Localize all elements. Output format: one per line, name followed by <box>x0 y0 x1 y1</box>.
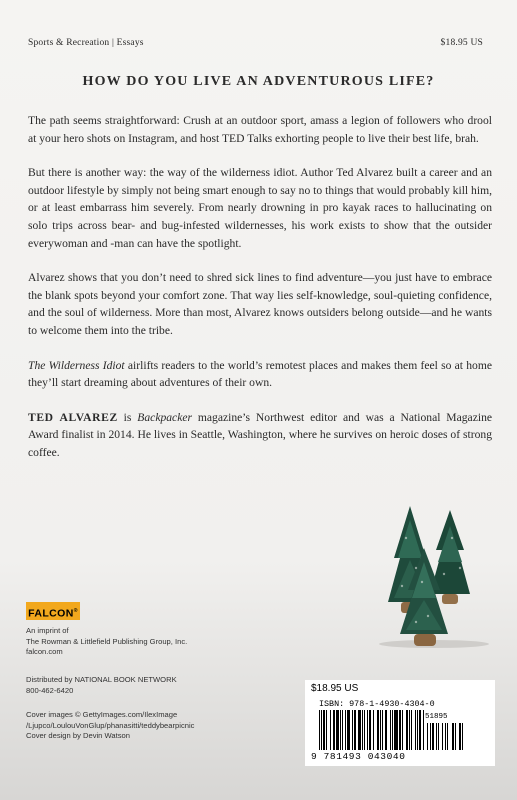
barcode-bar <box>385 710 387 750</box>
credit-line-3: Cover design by Devin Watson <box>26 731 130 741</box>
barcode-bar <box>438 723 439 750</box>
barcode-bar <box>380 710 381 750</box>
barcode-bar <box>367 710 368 750</box>
barcode-bar <box>430 723 431 750</box>
headline: HOW DO YOU LIVE AN ADVENTUROUS LIFE? <box>82 74 435 89</box>
imprint-block <box>26 626 187 658</box>
barcode-bar <box>432 723 434 750</box>
blurb-paragraph-2: But there is another way: the way of the wilderness idiot. Author Ted Alvarez built a career and an outdoor lifestyle by simply not being smart enough to say no to things that would probably kill him, or at least embarrass him severely. From nearly drowning in pro kayak races to hallucinating on solo trips across bear- and bug-infested wildernesses, his work exists to show that the outsider everywoman and -man can have the spotlight. <box>28 166 492 250</box>
distributor-line: Distributed by NATIONAL BOOK NETWORK <box>26 675 177 684</box>
barcode-bar <box>427 723 428 750</box>
barcode-bar <box>409 710 410 750</box>
barcode-bar <box>354 710 356 750</box>
barcode-bar <box>392 710 393 750</box>
book-title: The Wilderness Idiot <box>28 358 125 372</box>
barcode-bar <box>369 710 371 750</box>
barcode-bar <box>411 710 412 750</box>
barcode-bar <box>382 710 383 750</box>
falcon-logo-mark: ® <box>73 608 78 614</box>
barcode-bar <box>345 710 346 750</box>
barcode-bar <box>336 710 339 750</box>
barcode-bar <box>373 710 374 750</box>
falcon-logo <box>26 602 80 620</box>
credit-line-2: /Ljupco/LoulouVonGlup/phanasitti/teddybearpicnic <box>26 720 195 730</box>
blurb-paragraph-4-text: airlifts readers to the world’s remotest places and makes them feel so at home they’ll start dreaming about adventures of their own. <box>28 358 492 390</box>
barcode-bar <box>321 710 322 750</box>
barcode-bar <box>445 723 446 750</box>
distributor-phone: 800-462-6420 <box>26 685 74 695</box>
bio-text: magazine’s Northwest editor and was a National Magazine Award finalist in 2014. He lives in Seattle, Washington, where he survives on heroic doses of strong coffee. <box>28 410 493 459</box>
price-addon-digits: 51895 <box>425 713 448 721</box>
barcode-bar <box>364 710 365 750</box>
barcode-bar <box>462 723 463 750</box>
falcon-logo-text: FALCON <box>28 607 74 620</box>
magazine-name: Backpacker <box>137 410 193 424</box>
bio-connector: is <box>117 410 138 424</box>
cover-credits <box>26 710 194 742</box>
blurb <box>28 112 492 479</box>
barcode-bar <box>394 710 398 750</box>
barcode-bar <box>342 710 343 750</box>
barcode-bar <box>436 723 437 750</box>
barcode-bar <box>362 710 363 750</box>
barcode-bar <box>319 710 320 750</box>
isbn-text: ISBN: 978-1-4930-4304-0 <box>319 699 435 709</box>
barcode-bar <box>347 710 350 750</box>
barcode-bar <box>323 710 325 750</box>
barcode-block <box>305 680 495 766</box>
credit-line-1: Cover images © GettyImages.com/IlexImage <box>26 710 178 719</box>
price-label: $18.95 US <box>440 38 483 48</box>
barcode-bar <box>452 723 454 750</box>
barcode-bar <box>442 723 443 750</box>
category-label: Sports & Recreation | Essays <box>28 38 144 48</box>
author-name: TED ALVAREZ <box>28 410 118 424</box>
barcode-bar <box>402 710 403 750</box>
barcode-digits: 9 781493 043040 <box>311 751 406 762</box>
author-bio <box>28 409 492 462</box>
barcode-bar <box>377 710 379 750</box>
barcode-bar <box>352 710 353 750</box>
barcode-bar <box>417 710 418 750</box>
barcode-bar <box>455 723 456 750</box>
blurb-paragraph-4 <box>28 357 492 392</box>
distributor-block <box>26 675 177 696</box>
barcode-bar <box>415 710 416 750</box>
barcode-bar <box>406 710 408 750</box>
blurb-paragraph-1: The path seems straightforward: Crush at an outdoor sport, amass a legion of followers who drool at your hero shots on Instagram, and host TED Talks exhorting people to live their best life, brah. <box>28 114 492 145</box>
barcode-bar <box>459 723 461 750</box>
blurb-paragraph-3: Alvarez shows that you don’t need to shred sick lines to find adventure—you just have to embrace the blank spots beyond your comfort zone. That way lies self-knowledge, soul-quieting confidence, and the soul of wilderness. More than most, Alvarez knows outsiders belong outside—and he wants to welcome them into the tribe. <box>28 271 492 337</box>
barcode-bar <box>330 710 331 750</box>
imprint-line-2: The Rowman & Littlefield Publishing Group, Inc. <box>26 636 188 646</box>
barcode-bar <box>399 710 401 750</box>
barcode-bar <box>358 710 361 750</box>
barcode-bar <box>447 723 448 750</box>
bottle-brush-trees-image <box>372 498 492 648</box>
barcode-bar <box>390 710 391 750</box>
barcode-bar <box>333 710 335 750</box>
barcode-bar <box>419 710 421 750</box>
ean13-barcode <box>319 710 419 750</box>
barcode-price: $18.95 US <box>311 683 359 694</box>
barcode-bar <box>340 710 341 750</box>
ean5-barcode <box>427 723 477 750</box>
imprint-line-1: An imprint of <box>26 626 69 635</box>
barcode-bar <box>423 710 424 750</box>
publisher-website: falcon.com <box>26 647 63 657</box>
barcode-bar <box>326 710 327 750</box>
